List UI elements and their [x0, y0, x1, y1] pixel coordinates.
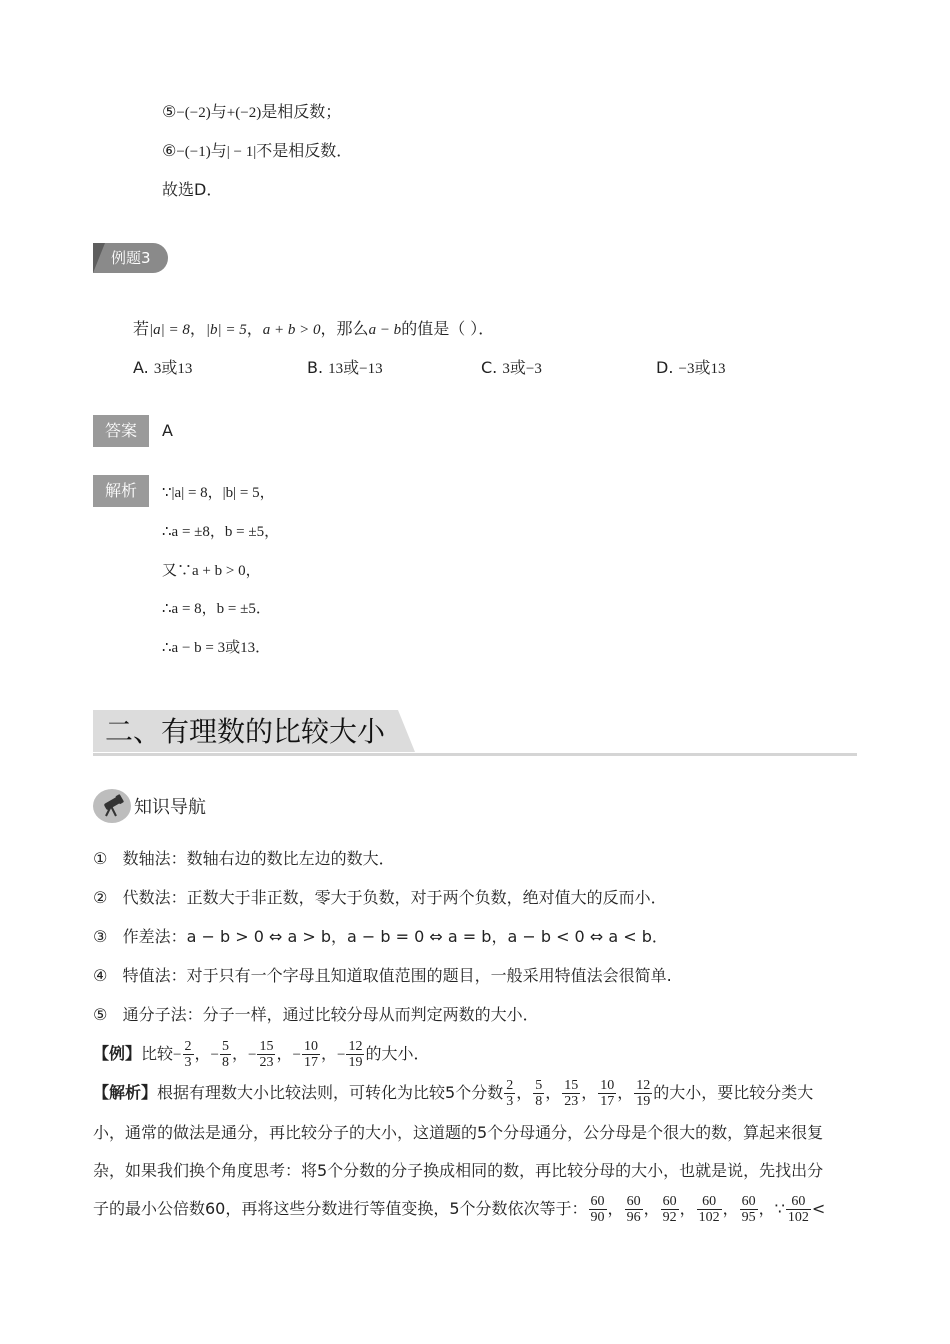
denominator: 23 — [564, 1094, 579, 1109]
text: 根据有理数大小比较法则，可转化为比较5个分数 — [157, 1083, 504, 1102]
circled-number: ⑤ — [93, 1005, 108, 1024]
text: ， — [189, 319, 206, 338]
fraction — [346, 1039, 364, 1070]
text: 比较 — [141, 1044, 174, 1063]
numerator: 10 — [600, 1078, 615, 1093]
text: 或 — [509, 358, 526, 377]
math-expr: −13 — [359, 361, 383, 377]
solution-line-5 — [162, 102, 341, 123]
analysis-step: ∴a − b = 3或13． — [162, 640, 271, 656]
denominator: 19 — [636, 1094, 651, 1109]
analysis-line-3: 杂，如果我们换个角度思考：将5个分数的分子换成相同的数，再比较分母的大小，也就是说，先找出分 — [93, 1161, 824, 1180]
fraction — [504, 1078, 515, 1109]
method-text: 特值法：对于只有一个字母且知道取值范围的题目，一般采用特值法会很简单. — [122, 966, 672, 985]
text: 的大小． — [365, 1044, 430, 1063]
circled-number: ③ — [93, 927, 108, 946]
because-symbol: ∵ — [774, 1199, 785, 1218]
minus-sign: − — [292, 1047, 301, 1063]
math-expr: 3 — [502, 361, 510, 377]
math-expr: −3 — [525, 361, 542, 377]
numerator: 2 — [506, 1078, 514, 1093]
denominator: 8 — [221, 1055, 229, 1070]
numerator: 60 — [626, 1194, 641, 1209]
math-expr: −3 — [678, 361, 695, 377]
text: 的大小，要比较分类大 — [653, 1083, 814, 1102]
method-text: 代数法：正数大于非正数，零大于负数，对于两个负数，绝对值大的反而小． — [122, 888, 667, 907]
method-text: 数轴法：数轴右边的数比左边的数大． — [122, 849, 395, 868]
fraction — [562, 1078, 580, 1109]
text: 与 — [210, 102, 227, 121]
option-d[interactable] — [656, 358, 725, 379]
fraction — [697, 1194, 722, 1225]
numerator: 12 — [636, 1078, 651, 1093]
numerator: 5 — [535, 1078, 543, 1093]
analysis-label: 【解析】 — [93, 1083, 158, 1102]
denominator: 95 — [741, 1210, 756, 1225]
fraction — [625, 1194, 643, 1225]
text: 或 — [343, 358, 360, 377]
analysis-step: ∵|a| = 8，|b| = 5， — [162, 485, 275, 501]
circled-number: ② — [93, 888, 108, 907]
denominator: 19 — [348, 1055, 363, 1070]
numerator: 60 — [662, 1194, 677, 1209]
fraction — [257, 1039, 275, 1070]
denominator: 96 — [626, 1210, 641, 1225]
fraction — [302, 1039, 320, 1070]
method-text: 作差法：a − b > 0 ⇔ a > b，a − b = 0 ⇔ a = b，a − b < 0 ⇔ a < b． — [122, 927, 668, 946]
method-item — [93, 966, 672, 986]
math-expr: a − b — [368, 322, 402, 338]
less-than-symbol: < — [811, 1199, 826, 1218]
section-title: 二、有理数的比较大小 — [105, 715, 386, 748]
fraction — [533, 1078, 544, 1109]
option-letter: A. — [133, 358, 149, 377]
math-expr: a + b > 0 — [262, 322, 321, 338]
fraction — [786, 1194, 811, 1225]
denominator: 23 — [259, 1055, 274, 1070]
math-expr: | − 1| — [226, 144, 257, 160]
math-expr: −(−1) — [176, 144, 211, 160]
numerator: 60 — [590, 1194, 605, 1209]
text: ， — [246, 319, 263, 338]
method-item — [93, 888, 667, 908]
math-expr: |b| = 5 — [205, 322, 247, 338]
fraction — [740, 1194, 758, 1225]
numerator: 15 — [259, 1039, 274, 1054]
example-label: 【例】 — [93, 1044, 142, 1063]
option-letter: B. — [307, 358, 324, 377]
numerator: 2 — [184, 1039, 192, 1054]
circled-number: ⑤ — [162, 102, 177, 121]
analysis-line-4: 子的最小公倍数60，再将这些分数进行等值变换，5个分数依次等于： $\frac{60}{90}$ ， $\frac{60}{96}$ ， $\frac{60}{92}$ ， $\frac{60}{102}$ ， $\frac{60}{95}$ ，∵ $\frac{60}{102}$ < — [93, 1194, 826, 1225]
numerator: 60 — [786, 1194, 811, 1210]
text: 的值是（ ）． — [401, 319, 495, 338]
method-text: 通分子法：分子一样，通过比较分母从而判定两数的大小． — [122, 1005, 539, 1024]
math-expr: −(−2) — [176, 105, 211, 121]
denominator: 102 — [698, 1210, 720, 1225]
denominator: 17 — [303, 1055, 318, 1070]
option-a[interactable] — [133, 358, 192, 379]
minus-sign: − — [248, 1047, 257, 1063]
fraction — [589, 1194, 607, 1225]
analysis-line-2: 小，通常的做法是通分，再比较分子的大小，这道题的5个分母通分，公分母是个很大的数，算起来很复 — [93, 1123, 824, 1142]
numerator: 15 — [564, 1078, 579, 1093]
fraction — [661, 1194, 679, 1225]
option-letter: C. — [481, 358, 498, 377]
numerator: 60 — [697, 1194, 722, 1210]
text: 与 — [210, 141, 227, 160]
analysis-step: ∴a = ±8，b = ±5， — [162, 524, 280, 540]
question-text — [133, 319, 494, 340]
denominator: 17 — [600, 1094, 615, 1109]
numerator: 12 — [348, 1039, 363, 1054]
text: 不是相反数． — [256, 141, 353, 160]
section-header — [93, 710, 857, 756]
option-letter: D. — [656, 358, 674, 377]
knowledge-nav-title: 知识导航 — [134, 797, 206, 818]
fraction — [183, 1039, 194, 1070]
math-expr: 13 — [710, 361, 726, 377]
fraction — [598, 1078, 616, 1109]
text: 子的最小公倍数60，再将这些分数进行等值变换，5个分数依次等于： — [93, 1199, 588, 1218]
solution-line-6 — [162, 141, 352, 162]
solution-conclusion: 故选D． — [162, 180, 223, 199]
text: 或 — [694, 358, 711, 377]
circled-number: ④ — [93, 966, 108, 985]
denominator: 90 — [590, 1210, 605, 1225]
fraction — [220, 1039, 231, 1070]
text: ，那么 — [320, 319, 369, 338]
math-expr: 3 — [153, 361, 162, 377]
circled-number: ① — [93, 849, 108, 868]
answer-label: 答案 — [93, 415, 149, 447]
telescope-icon — [93, 789, 131, 823]
denominator: 3 — [184, 1055, 192, 1070]
minus-sign: − — [210, 1047, 219, 1063]
analysis-step: ∴a = 8，b = ±5． — [162, 601, 271, 617]
numerator: 60 — [741, 1194, 756, 1209]
fraction — [634, 1078, 652, 1109]
answer-value: A — [162, 421, 173, 440]
text: 若 — [133, 319, 150, 338]
denominator: 92 — [662, 1210, 677, 1225]
denominator: 8 — [535, 1094, 543, 1109]
example-tag — [93, 243, 168, 273]
math-expr: 13 — [328, 361, 344, 377]
numerator: 5 — [221, 1039, 229, 1054]
text: 是相反数； — [261, 102, 342, 121]
denominator: 102 — [787, 1210, 809, 1225]
denominator: 3 — [506, 1094, 514, 1109]
analysis-step: 又∵a + b > 0， — [162, 563, 261, 579]
text: 或 — [161, 358, 178, 377]
method-item — [93, 849, 395, 869]
minus-sign: − — [173, 1047, 182, 1063]
numerator: 10 — [303, 1039, 318, 1054]
analysis-label: 解析 — [93, 475, 149, 507]
example-line: 【例】比较− $\frac{2}{3}$ ，− $\frac{5}{8}$ ，− $\frac{15}{23}$ ，− $\frac{10}{17}$ ，− $\frac{12}{19}$ 的大小． — [93, 1039, 430, 1070]
option-c[interactable] — [481, 358, 542, 379]
minus-sign: − — [336, 1047, 346, 1063]
option-b[interactable] — [307, 358, 383, 379]
math-expr: +(−2) — [226, 105, 262, 121]
math-expr: |a| = 8 — [149, 322, 190, 338]
method-item — [93, 927, 668, 947]
analysis-line-1: 【解析】根据有理数大小比较法则，可转化为比较5个分数 $\frac{2}{3}$ ， $\frac{5}{8}$ ， $\frac{15}{23}$ ， $\frac{10}{17}$ ， $\frac{12}{19}$ 的大小，要比较分类大 — [93, 1078, 814, 1109]
math-expr: 13 — [177, 361, 193, 377]
circled-number: ⑥ — [162, 141, 177, 160]
example-tag-label: 例题3 — [111, 249, 151, 267]
method-item — [93, 1005, 539, 1025]
